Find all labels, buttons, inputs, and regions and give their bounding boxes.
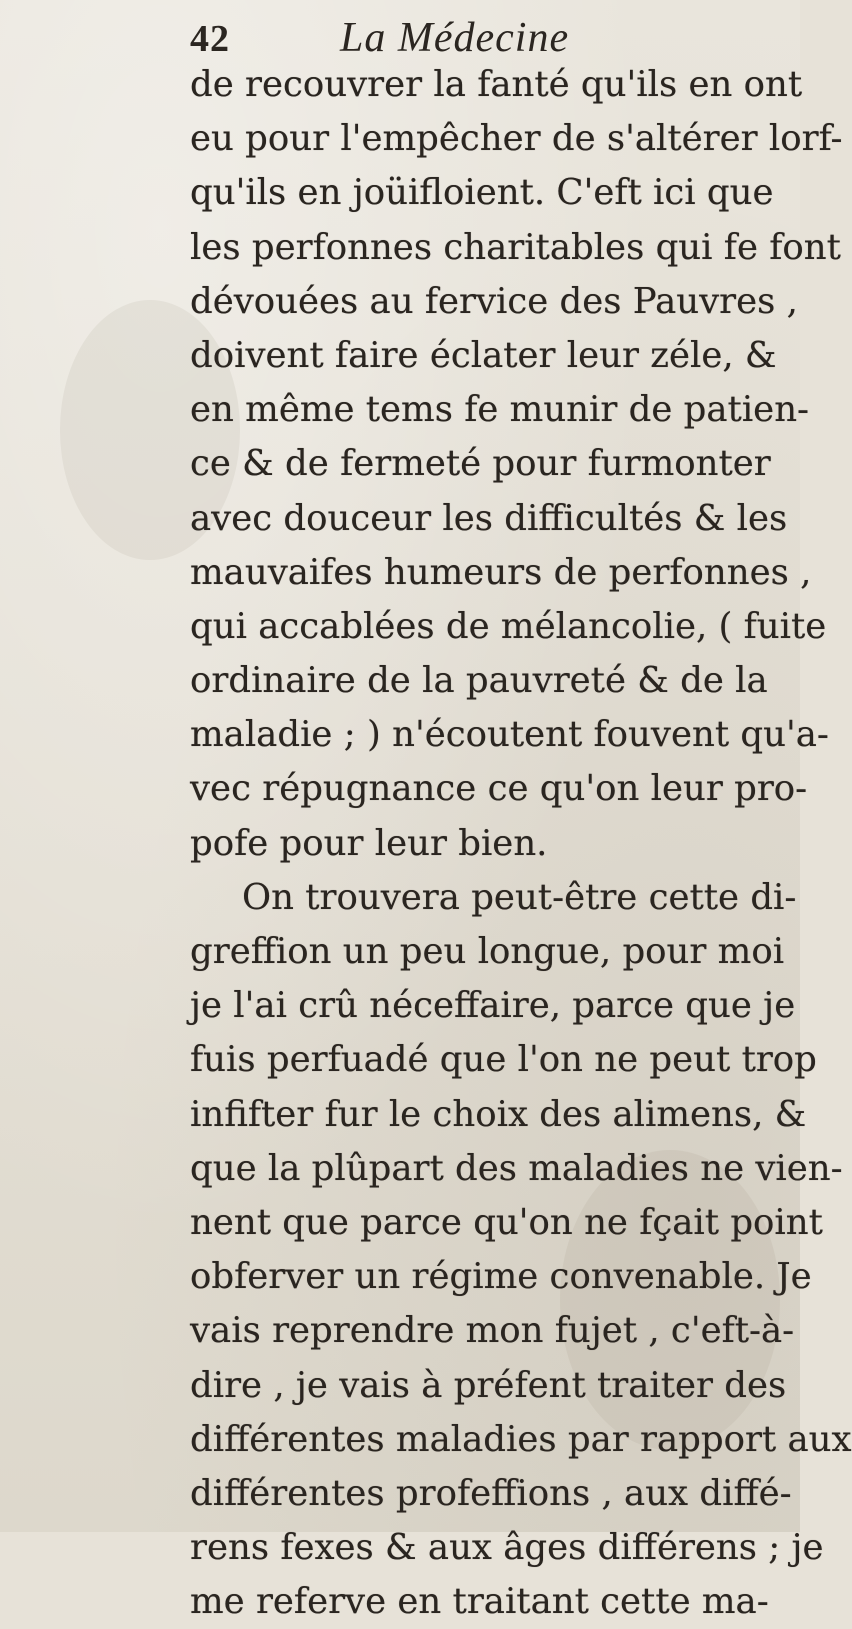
text-line: eu pour l'empêcher de s'altérer lorf- bbox=[190, 118, 843, 160]
body-text bbox=[190, 58, 852, 1629]
text-line: mauvaifes humeurs de perfonnes , bbox=[190, 551, 812, 593]
running-title: La Médecine bbox=[340, 15, 570, 61]
text-line: que la plûpart des maladies ne vien- bbox=[190, 1147, 843, 1189]
text-line: vec répugnance ce qu'on leur pro- bbox=[190, 768, 808, 810]
text-line: les perfonnes charitables qui fe font bbox=[190, 226, 841, 268]
text-line: obferver un régime convenable. Je bbox=[190, 1256, 812, 1298]
page-number: 42 bbox=[190, 18, 230, 60]
text-line: fuis perfuadé que l'on ne peut trop bbox=[190, 1039, 817, 1081]
text-line: je l'ai crû néceffaire, parce que je bbox=[190, 985, 796, 1027]
text-line: de recouvrer la fanté qu'ils en ont bbox=[190, 64, 803, 105]
text-line: dire , je vais à préfent traiter des bbox=[190, 1364, 787, 1406]
paragraph-start-line: On trouvera peut-être cette di- bbox=[242, 876, 797, 918]
text-line: qu'ils en joüifloient. C'eft ici que bbox=[190, 172, 774, 214]
text-line: maladie ; ) n'écoutent fouvent qu'a- bbox=[190, 714, 829, 756]
text-line: doivent faire éclater leur zéle, & bbox=[190, 334, 777, 376]
text-line: avec douceur les difficultés & les bbox=[190, 497, 788, 539]
text-line: qui accablées de mélancolie, ( fuite bbox=[190, 605, 827, 647]
text-line: infifter fur le choix des alimens, & bbox=[190, 1093, 807, 1135]
text-line: nent que parce qu'on ne fçait point bbox=[190, 1201, 823, 1243]
text-line: ce & de fermeté pour furmonter bbox=[190, 443, 771, 485]
text-line: rens fexes & aux âges différens ; je bbox=[190, 1527, 824, 1569]
text-line: pofe pour leur bien. bbox=[190, 822, 548, 864]
text-line: en même tems fe munir de patien- bbox=[190, 389, 810, 431]
text-line: différentes maladies par rapport aux bbox=[190, 1418, 852, 1460]
text-line: greffion un peu longue, pour moi bbox=[190, 931, 785, 972]
text-line: vais reprendre mon fujet , c'eft-à- bbox=[190, 1310, 795, 1352]
text-line: me referve en traitant cette ma- bbox=[190, 1581, 769, 1623]
text-line: ordinaire de la pauvreté & de la bbox=[190, 660, 768, 702]
text-line: dévouées au fervice des Pauvres , bbox=[190, 280, 798, 322]
text-line: différentes profeffions , aux diffé- bbox=[190, 1472, 792, 1514]
